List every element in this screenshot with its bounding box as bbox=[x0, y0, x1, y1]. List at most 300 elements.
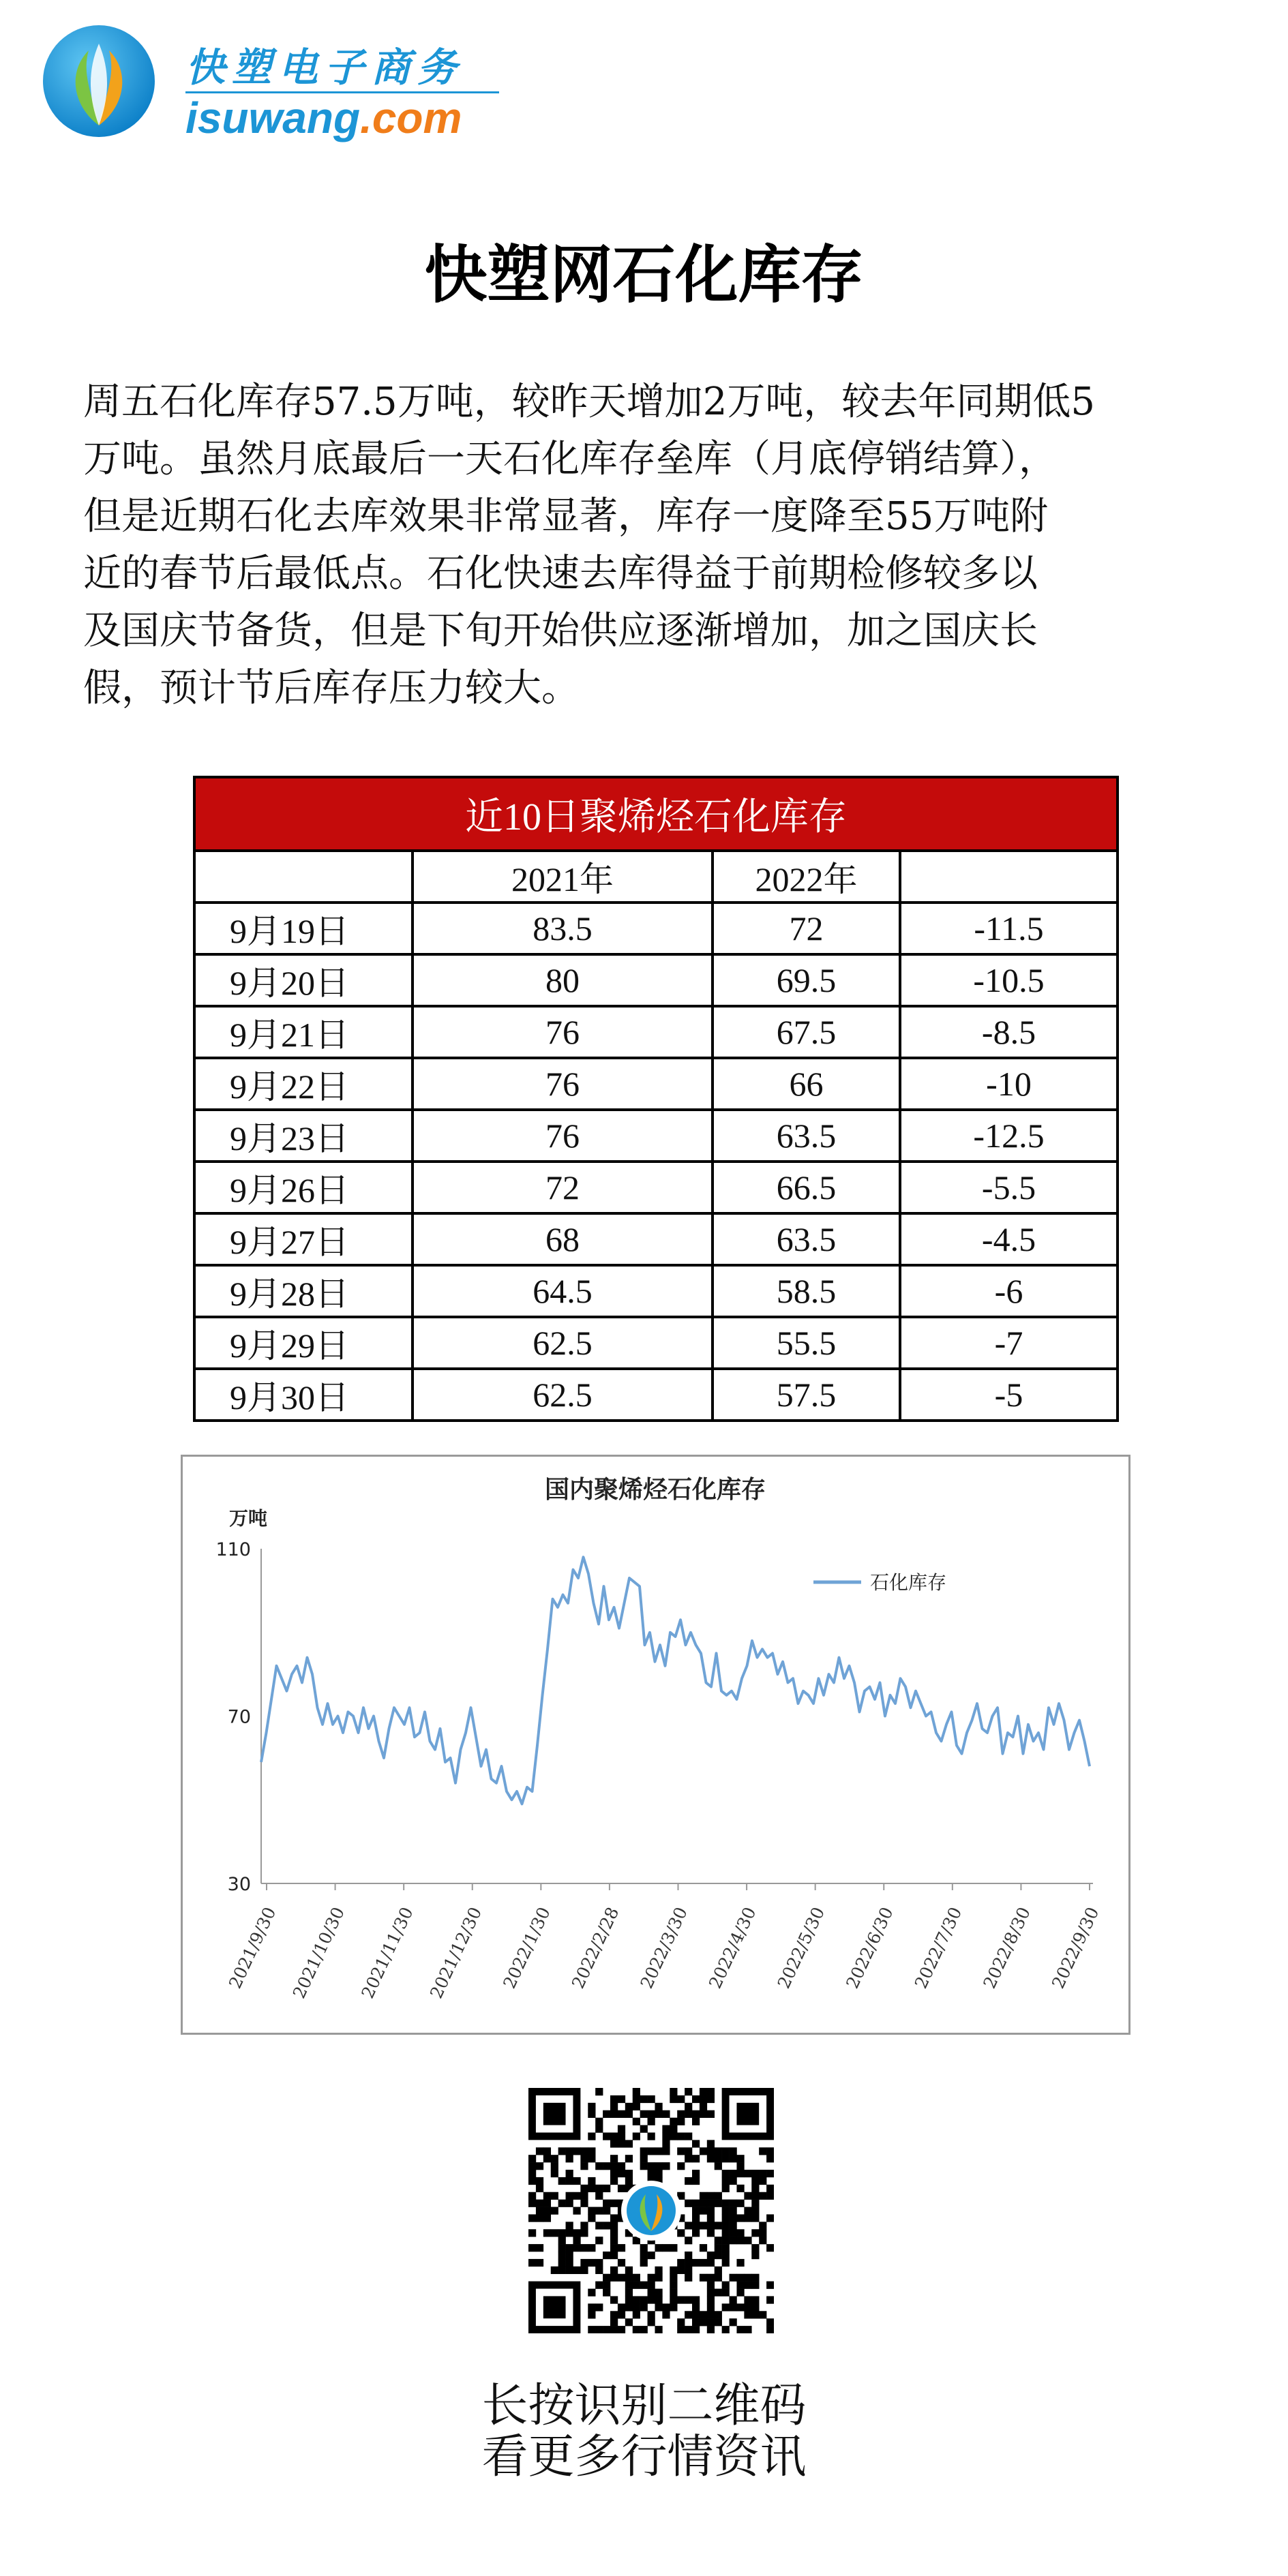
table-cell: 62.5 bbox=[413, 1369, 713, 1421]
qr-module bbox=[744, 2326, 751, 2333]
qr-module bbox=[655, 2110, 662, 2118]
qr-module bbox=[543, 2200, 551, 2207]
qr-module bbox=[685, 2088, 692, 2095]
qr-module bbox=[751, 2296, 759, 2303]
qr-module bbox=[640, 2125, 648, 2133]
qr-module bbox=[751, 2311, 759, 2318]
qr-module bbox=[736, 2200, 744, 2207]
table-cell: -5 bbox=[900, 1369, 1118, 1421]
article-paragraph bbox=[83, 374, 1242, 717]
qr-module bbox=[685, 2103, 692, 2110]
qr-module bbox=[700, 2207, 707, 2215]
table-cell: 9月20日 bbox=[194, 954, 413, 1006]
qr-module bbox=[759, 2170, 766, 2177]
qr-module bbox=[648, 2311, 655, 2318]
qr-module bbox=[685, 2110, 692, 2118]
x-tick-label: 2022/7/30 bbox=[910, 1904, 966, 1992]
qr-module bbox=[722, 2259, 730, 2267]
qr-module bbox=[625, 2170, 633, 2177]
qr-module bbox=[692, 2303, 700, 2311]
qr-module bbox=[751, 2207, 759, 2215]
qr-module bbox=[625, 2155, 633, 2162]
paragraph-line: 近的春节后最低点。石化快速去库得益于前期检修较多以 bbox=[83, 551, 1038, 596]
qr-module bbox=[648, 2282, 655, 2289]
qr-module bbox=[744, 2237, 751, 2244]
qr-module bbox=[610, 2095, 618, 2103]
table-cell: 9月29日 bbox=[194, 1317, 413, 1369]
qr-module bbox=[736, 2303, 744, 2311]
qr-module bbox=[685, 2326, 692, 2333]
qr-module bbox=[603, 2252, 610, 2259]
qr-module bbox=[751, 2274, 759, 2282]
qr-module bbox=[610, 2200, 618, 2207]
qr-module bbox=[655, 2244, 662, 2252]
qr-module bbox=[759, 2177, 766, 2185]
qr-module bbox=[633, 2296, 640, 2303]
qr-module bbox=[707, 2229, 715, 2237]
table-row bbox=[194, 903, 1118, 954]
qr-module bbox=[715, 2252, 722, 2259]
paragraph-line: 及国庆节备货，但是下旬开始供应逐渐增加，加之国庆长 bbox=[83, 609, 1038, 653]
x-tick-label: 2022/6/30 bbox=[842, 1904, 897, 1992]
qr-module bbox=[595, 2303, 603, 2311]
qr-module bbox=[640, 2326, 648, 2333]
qr-module bbox=[677, 2147, 685, 2155]
qr-module bbox=[580, 2259, 588, 2267]
qr-module bbox=[595, 2118, 603, 2125]
qr-module bbox=[595, 2267, 603, 2274]
qr-module bbox=[722, 2282, 730, 2289]
qr-module bbox=[573, 2267, 580, 2274]
inventory-table bbox=[193, 776, 1119, 1422]
qr-module bbox=[692, 2222, 700, 2229]
qr-module bbox=[722, 2207, 730, 2215]
qr-module bbox=[766, 2214, 774, 2222]
qr-module bbox=[618, 2125, 625, 2133]
x-tick-label: 2022/9/30 bbox=[1047, 1904, 1103, 1992]
qr-module bbox=[655, 2147, 662, 2155]
qr-module bbox=[662, 2132, 670, 2140]
qr-module bbox=[610, 2267, 618, 2274]
qr-module bbox=[700, 2318, 707, 2326]
qr-module bbox=[573, 2229, 580, 2237]
qr-module bbox=[588, 2147, 595, 2155]
qr-module bbox=[700, 2274, 707, 2282]
site-logo bbox=[41, 23, 477, 146]
qr-module bbox=[700, 2095, 707, 2103]
qr-module bbox=[744, 2311, 751, 2318]
qr-module bbox=[751, 2252, 759, 2259]
qr-module bbox=[625, 2140, 633, 2147]
qr-module bbox=[633, 2088, 640, 2095]
table-cell: -12.5 bbox=[900, 1110, 1118, 1162]
x-tick-label: 2022/5/30 bbox=[773, 1904, 829, 1992]
qr-module bbox=[722, 2229, 730, 2237]
qr-module bbox=[625, 2318, 633, 2326]
qr-module bbox=[618, 2274, 625, 2282]
qr-module bbox=[759, 2192, 766, 2200]
qr-module bbox=[588, 2177, 595, 2185]
qr-module bbox=[603, 2282, 610, 2289]
qr-module bbox=[685, 2311, 692, 2318]
qr-module bbox=[662, 2110, 670, 2118]
qr-module bbox=[722, 2177, 730, 2185]
qr-module bbox=[744, 2296, 751, 2303]
qr-module bbox=[536, 2177, 543, 2185]
qr-module bbox=[618, 2303, 625, 2311]
qr-module bbox=[588, 2155, 595, 2162]
qr-module bbox=[640, 2110, 648, 2118]
qr-module bbox=[670, 2267, 677, 2274]
qr-module bbox=[640, 2303, 648, 2311]
qr-code[interactable] bbox=[528, 2088, 774, 2333]
qr-module bbox=[566, 2200, 573, 2207]
table-row bbox=[194, 1369, 1118, 1421]
table-cell: 80 bbox=[413, 954, 713, 1006]
qr-module bbox=[722, 2222, 730, 2229]
qr-module bbox=[744, 2192, 751, 2200]
qr-module bbox=[707, 2200, 715, 2207]
qr-module bbox=[536, 2162, 543, 2170]
qr-module bbox=[580, 2200, 588, 2207]
qr-module bbox=[558, 2177, 566, 2185]
qr-module bbox=[610, 2214, 618, 2222]
qr-module bbox=[751, 2185, 759, 2192]
qr-module bbox=[558, 2244, 566, 2252]
qr-module bbox=[730, 2177, 737, 2185]
qr-module bbox=[618, 2259, 625, 2267]
qr-module bbox=[736, 2214, 744, 2222]
table-row bbox=[194, 1317, 1118, 1369]
qr-module bbox=[662, 2244, 670, 2252]
qr-module bbox=[648, 2147, 655, 2155]
qr-module bbox=[610, 2132, 618, 2140]
qr-module bbox=[670, 2282, 677, 2289]
qr-module bbox=[692, 2200, 700, 2207]
qr-module bbox=[722, 2303, 730, 2311]
qr-module bbox=[736, 2185, 744, 2192]
qr-module bbox=[536, 2214, 543, 2222]
qr-module bbox=[528, 2244, 536, 2252]
qr-module bbox=[610, 2237, 618, 2244]
qr-module bbox=[655, 2303, 662, 2311]
table-header-cell: 2021年 bbox=[413, 851, 713, 903]
qr-module bbox=[766, 2282, 774, 2289]
x-tick-label: 2021/12/30 bbox=[426, 1904, 486, 2002]
qr-module bbox=[692, 2259, 700, 2267]
table-cell: 66 bbox=[713, 1058, 900, 1110]
qr-module bbox=[655, 2326, 662, 2333]
qr-module bbox=[722, 2252, 730, 2259]
qr-module bbox=[528, 2214, 536, 2222]
qr-caption-line-1: 长按识别二维码 bbox=[481, 2379, 807, 2433]
qr-module bbox=[736, 2162, 744, 2170]
qr-module bbox=[566, 2267, 573, 2274]
table-header-cell bbox=[194, 851, 413, 903]
qr-module bbox=[536, 2259, 543, 2267]
chart-y-unit: 万吨 bbox=[229, 1507, 268, 1530]
qr-module bbox=[736, 2274, 744, 2282]
qr-module bbox=[648, 2132, 655, 2140]
qr-module bbox=[685, 2274, 692, 2282]
qr-module bbox=[700, 2088, 707, 2095]
qr-module bbox=[625, 2282, 633, 2289]
qr-module bbox=[751, 2229, 759, 2237]
qr-module bbox=[707, 2326, 715, 2333]
qr-module bbox=[715, 2318, 722, 2326]
table-row bbox=[194, 1162, 1118, 1213]
table-header-cell bbox=[900, 851, 1118, 903]
qr-module bbox=[648, 2170, 655, 2177]
qr-module bbox=[744, 2207, 751, 2215]
qr-module bbox=[670, 2303, 677, 2311]
qr-module bbox=[730, 2229, 737, 2237]
table-cell: -8.5 bbox=[900, 1006, 1118, 1058]
qr-module bbox=[558, 2259, 566, 2267]
qr-module bbox=[610, 2318, 618, 2326]
qr-module bbox=[707, 2214, 715, 2222]
qr-module bbox=[692, 2229, 700, 2237]
qr-module bbox=[707, 2274, 715, 2282]
qr-module bbox=[692, 2326, 700, 2333]
table-cell: 55.5 bbox=[713, 1317, 900, 1369]
x-tick-label: 2021/10/30 bbox=[288, 1904, 349, 2002]
qr-module bbox=[625, 2177, 633, 2185]
paragraph-line: 万吨。虽然月底最后一天石化库存垒库（月底停销结算）， bbox=[83, 437, 1057, 481]
qr-module bbox=[558, 2237, 566, 2244]
qr-module bbox=[662, 2147, 670, 2155]
qr-module bbox=[536, 2185, 543, 2192]
qr-module bbox=[603, 2132, 610, 2140]
qr-module bbox=[700, 2103, 707, 2110]
qr-module bbox=[580, 2185, 588, 2192]
qr-module bbox=[595, 2222, 603, 2229]
qr-module bbox=[633, 2303, 640, 2311]
qr-module bbox=[715, 2200, 722, 2207]
qr-module bbox=[588, 2311, 595, 2318]
qr-module bbox=[625, 2103, 633, 2110]
qr-module bbox=[730, 2200, 737, 2207]
qr-module bbox=[588, 2103, 595, 2110]
qr-module bbox=[633, 2095, 640, 2103]
qr-module bbox=[677, 2229, 685, 2237]
qr-module bbox=[707, 2311, 715, 2318]
qr-module bbox=[744, 2274, 751, 2282]
qr-module bbox=[662, 2162, 670, 2170]
qr-module bbox=[588, 2185, 595, 2192]
qr-module bbox=[744, 2303, 751, 2311]
qr-module bbox=[736, 2282, 744, 2289]
qr-module bbox=[551, 2192, 558, 2200]
qr-module bbox=[751, 2214, 759, 2222]
qr-module bbox=[528, 2229, 536, 2237]
qr-module bbox=[744, 2214, 751, 2222]
qr-module bbox=[625, 2289, 633, 2297]
qr-module bbox=[692, 2140, 700, 2147]
qr-module bbox=[558, 2200, 566, 2207]
table-row bbox=[194, 1213, 1118, 1265]
qr-module bbox=[528, 2177, 536, 2185]
qr-module bbox=[707, 2222, 715, 2229]
qr-module bbox=[595, 2192, 603, 2200]
qr-module bbox=[603, 2274, 610, 2282]
qr-module bbox=[610, 2162, 618, 2170]
table-cell: -10.5 bbox=[900, 954, 1118, 1006]
qr-module bbox=[766, 2244, 774, 2252]
qr-module bbox=[625, 2274, 633, 2282]
qr-module bbox=[722, 2326, 730, 2333]
qr-module bbox=[618, 2311, 625, 2318]
qr-module bbox=[677, 2162, 685, 2170]
qr-module bbox=[528, 2162, 536, 2170]
qr-module bbox=[700, 2200, 707, 2207]
qr-module bbox=[715, 2147, 722, 2155]
qr-module bbox=[700, 2222, 707, 2229]
table-cell: 9月21日 bbox=[194, 1006, 413, 1058]
qr-module bbox=[595, 2162, 603, 2170]
qr-module bbox=[580, 2192, 588, 2200]
qr-module bbox=[633, 2274, 640, 2282]
series-line-shihua-kucun bbox=[261, 1557, 1090, 1804]
qr-module bbox=[730, 2296, 737, 2303]
qr-module bbox=[610, 2274, 618, 2282]
table-cell: 9月30日 bbox=[194, 1369, 413, 1421]
qr-module bbox=[700, 2259, 707, 2267]
qr-module bbox=[566, 2252, 573, 2259]
qr-module bbox=[722, 2200, 730, 2207]
qr-module bbox=[736, 2170, 744, 2177]
qr-module bbox=[618, 2162, 625, 2170]
qr-module bbox=[618, 2140, 625, 2147]
qr-module bbox=[610, 2170, 618, 2177]
qr-module bbox=[692, 2155, 700, 2162]
qr-module bbox=[558, 2267, 566, 2274]
table-cell: -10 bbox=[900, 1058, 1118, 1110]
qr-module bbox=[588, 2207, 595, 2215]
qr-module bbox=[685, 2132, 692, 2140]
qr-module bbox=[700, 2110, 707, 2118]
qr-module bbox=[662, 2125, 670, 2133]
x-tick-label: 2022/1/30 bbox=[499, 1904, 554, 1992]
qr-module bbox=[751, 2282, 759, 2289]
table-caption-row bbox=[194, 777, 1118, 851]
qr-module bbox=[715, 2311, 722, 2318]
qr-module bbox=[751, 2200, 759, 2207]
table-cell: 64.5 bbox=[413, 1265, 713, 1317]
qr-module bbox=[692, 2318, 700, 2326]
logo-name-en-suffix: .com bbox=[360, 93, 462, 142]
qr-module bbox=[566, 2244, 573, 2252]
table-cell: 67.5 bbox=[713, 1006, 900, 1058]
qr-module bbox=[715, 2192, 722, 2200]
x-tick-label: 2021/11/30 bbox=[357, 1904, 417, 2002]
table-cell: 76 bbox=[413, 1110, 713, 1162]
qr-module bbox=[655, 2274, 662, 2282]
qr-module bbox=[736, 2155, 744, 2162]
qr-module bbox=[715, 2274, 722, 2282]
qr-module bbox=[670, 2125, 677, 2133]
qr-module bbox=[610, 2110, 618, 2118]
qr-module bbox=[566, 2177, 573, 2185]
qr-module bbox=[759, 2147, 766, 2155]
qr-module bbox=[685, 2237, 692, 2244]
qr-module bbox=[715, 2237, 722, 2244]
logo-name-en bbox=[185, 93, 462, 143]
qr-module bbox=[573, 2192, 580, 2200]
qr-module bbox=[692, 2170, 700, 2177]
qr-module bbox=[751, 2177, 759, 2185]
qr-module bbox=[715, 2222, 722, 2229]
qr-module bbox=[685, 2252, 692, 2259]
qr-module bbox=[588, 2289, 595, 2297]
qr-module bbox=[648, 2274, 655, 2282]
qr-module bbox=[648, 2318, 655, 2326]
qr-module bbox=[610, 2140, 618, 2147]
qr-module bbox=[692, 2311, 700, 2318]
qr-module bbox=[573, 2237, 580, 2244]
qr-module bbox=[595, 2185, 603, 2192]
qr-module bbox=[528, 2155, 536, 2162]
qr-module bbox=[707, 2140, 715, 2147]
qr-module bbox=[625, 2267, 633, 2274]
qr-module bbox=[595, 2282, 603, 2289]
x-tick-label: 2022/4/30 bbox=[705, 1904, 760, 1992]
qr-module bbox=[730, 2214, 737, 2222]
qr-module bbox=[640, 2252, 648, 2259]
qr-module bbox=[730, 2222, 737, 2229]
qr-module bbox=[603, 2326, 610, 2333]
qr-module bbox=[618, 2244, 625, 2252]
table-cell: 9月28日 bbox=[194, 1265, 413, 1317]
qr-module bbox=[677, 2326, 685, 2333]
qr-module bbox=[722, 2147, 730, 2155]
qr-module bbox=[700, 2192, 707, 2200]
qr-module bbox=[766, 2185, 774, 2192]
table-cell: 72 bbox=[713, 903, 900, 954]
qr-module bbox=[707, 2252, 715, 2259]
qr-module bbox=[610, 2252, 618, 2259]
qr-module bbox=[655, 2289, 662, 2297]
qr-module bbox=[588, 2214, 595, 2222]
qr-module bbox=[707, 2282, 715, 2289]
qr-module bbox=[588, 2244, 595, 2252]
qr-module bbox=[655, 2162, 662, 2170]
qr-module bbox=[640, 2296, 648, 2303]
qr-module bbox=[715, 2162, 722, 2170]
qr-module bbox=[700, 2147, 707, 2155]
qr-module bbox=[648, 2095, 655, 2103]
page-title: 快塑网石化库存 bbox=[424, 239, 864, 312]
table-cell: -6 bbox=[900, 1265, 1118, 1317]
table-cell: 76 bbox=[413, 1058, 713, 1110]
table-cell: 62.5 bbox=[413, 1317, 713, 1369]
qr-module bbox=[722, 2155, 730, 2162]
qr-module bbox=[588, 2110, 595, 2118]
qr-module bbox=[766, 2318, 774, 2326]
qr-module bbox=[640, 2147, 648, 2155]
qr-module bbox=[730, 2170, 737, 2177]
table-cell: 9月27日 bbox=[194, 1213, 413, 1265]
qr-module bbox=[580, 2155, 588, 2162]
qr-module bbox=[744, 2170, 751, 2177]
qr-module bbox=[722, 2237, 730, 2244]
qr-module bbox=[707, 2296, 715, 2303]
qr-module bbox=[536, 2244, 543, 2252]
qr-module bbox=[736, 2326, 744, 2333]
table-row bbox=[194, 1058, 1118, 1110]
qr-module bbox=[655, 2296, 662, 2303]
qr-module bbox=[766, 2296, 774, 2303]
